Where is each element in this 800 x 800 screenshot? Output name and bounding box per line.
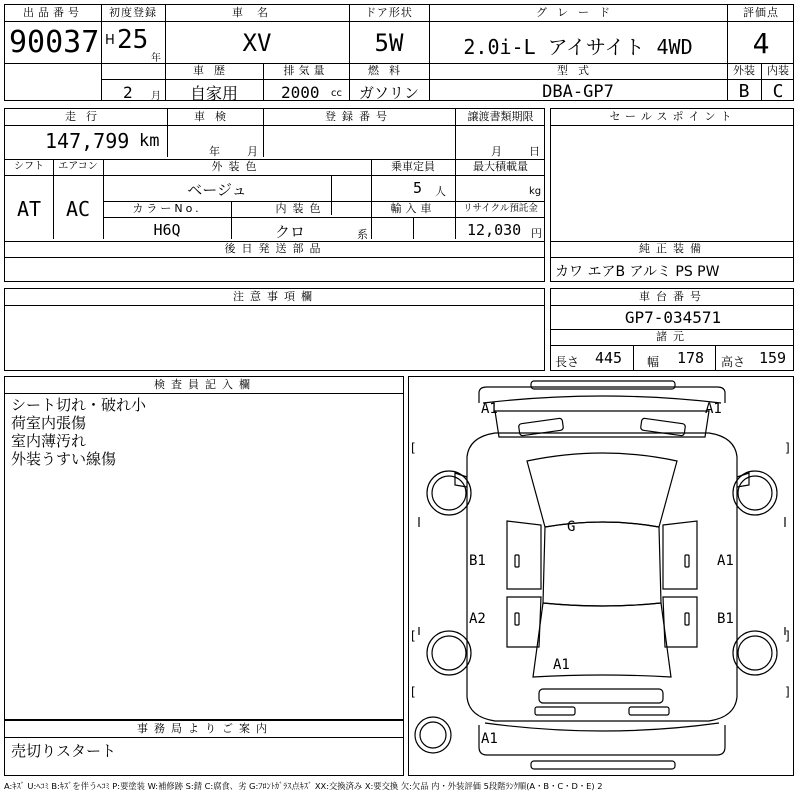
length: 445 — [595, 349, 623, 367]
lot-no-label: 出品番号 — [23, 6, 83, 19]
inspection-month: 月 — [247, 145, 258, 158]
ext-color: ベージュ — [187, 181, 247, 199]
mark-glass: G — [567, 519, 576, 535]
mark-left-rear-door: A2 — [469, 611, 486, 627]
width: 178 — [677, 349, 705, 367]
mark-right-front-door: A1 — [717, 553, 734, 569]
bracket-left-top: [ — [411, 441, 416, 455]
inspector-line: 室内薄汚れ — [11, 432, 87, 450]
sales-point-box — [550, 108, 794, 282]
shift-label: シフト — [14, 161, 44, 172]
caution-label: 注意事項欄 — [233, 290, 318, 303]
era: H — [105, 33, 115, 48]
bracket-right-bot: ] — [785, 685, 790, 699]
chassis-box — [550, 288, 794, 371]
color-no: H6Q — [153, 221, 181, 239]
model-label: 型式 — [557, 64, 599, 77]
chassis-label: 車台番号 — [639, 290, 707, 303]
recycle-unit: 円 — [531, 227, 542, 240]
mileage-unit: km — [139, 131, 160, 151]
later-parts-label: 後日発送部品 — [224, 242, 327, 255]
reg-month: 2 — [123, 83, 133, 102]
bracket-right-mid: ] — [785, 629, 790, 643]
chassis-no: GP7-034571 — [624, 308, 722, 327]
fuel-label: 燃料 — [368, 64, 410, 77]
mark-roof-rear: A1 — [553, 657, 570, 673]
capacity-unit: 人 — [435, 185, 446, 198]
capacity: 5 — [413, 179, 423, 197]
ext-label: 外装 — [733, 64, 755, 77]
history: 自家用 — [189, 84, 238, 103]
displacement: 2000 — [281, 83, 320, 102]
door: 5W — [374, 29, 404, 57]
int-label: 内装 — [767, 64, 789, 77]
reg-month-unit: 月 — [151, 91, 161, 102]
legend: A:ｷｽﾞ U:ﾍｺﾐ B:ｷｽﾞを伴うﾍｺﾐ P:要塗装 W:補修跡 S:錆 C:腐食、劣 G:ﾌﾛﾝﾄｶﾞﾗｽ点ｷｽﾞ XX:交換済み X:要交換 欠:欠品 内・外装評価 5段階ﾗﾝｸ順(A・B・C・D・E) 2 — [4, 781, 603, 791]
model: DBA-GP7 — [542, 82, 614, 102]
int-color-unit: 系 — [357, 228, 368, 241]
mileage: 147,799 — [45, 129, 130, 153]
displacement-label: 排気量 — [283, 64, 329, 77]
color-no-label: カラーNo. — [132, 202, 202, 215]
inspection-year: 年 — [209, 145, 220, 158]
capacity-label: 乗車定員 — [391, 160, 435, 173]
history-label: 車歴 — [193, 64, 235, 77]
inspector-label: 検査員記入欄 — [154, 378, 256, 391]
score: 4 — [752, 27, 770, 60]
reg-year-unit: 年 — [151, 53, 161, 64]
inspector-box — [4, 376, 404, 720]
header-grid — [4, 4, 794, 101]
transfer-day: 日 — [529, 145, 540, 158]
vehicle-detail-grid — [4, 108, 545, 282]
grade: 2.0i-L アイサイト 4WD — [463, 35, 693, 59]
mark-front-right: A1 — [705, 401, 722, 417]
score-label: 評価点 — [743, 6, 779, 19]
shift: AT — [16, 197, 42, 221]
height-label: 高さ — [721, 355, 746, 369]
max-load-label: 最大積載量 — [473, 160, 528, 173]
bracket-left-mid: [ — [411, 629, 416, 643]
lot-no: 90037 — [9, 25, 100, 60]
reg-year: 25 — [117, 25, 149, 55]
fuel: ガソリン — [358, 84, 419, 102]
inspector-line: 外装うすい線傷 — [11, 450, 117, 468]
transfer-label: 譲渡書類期限 — [467, 110, 534, 123]
inspector-line: 荷室内張傷 — [11, 414, 87, 432]
int-grade: C — [772, 81, 784, 102]
first-reg-label: 初度登録 — [109, 6, 157, 19]
mark-right-rear-door: B1 — [717, 611, 734, 627]
ac: AC — [65, 197, 91, 221]
mark-left-front-door: B1 — [469, 553, 486, 569]
office-label: 事務局よりご案内 — [137, 722, 273, 735]
ext-grade: B — [738, 81, 750, 102]
mileage-label: 走行 — [65, 110, 107, 123]
car-name: XV — [242, 29, 272, 57]
office-box — [4, 720, 404, 776]
recycle: 12,030 — [467, 221, 522, 239]
caution-box — [4, 288, 545, 371]
length-label: 長さ — [555, 355, 580, 369]
car-diagram — [408, 376, 794, 776]
bracket-left-bot: [ — [411, 685, 416, 699]
width-label: 幅 — [647, 355, 660, 369]
bracket-right-top: ] — [785, 441, 790, 455]
equipment: カワ エアB アルミ PS PW — [555, 264, 720, 280]
int-color-label: 内装色 — [275, 202, 327, 215]
int-color: クロ — [275, 223, 306, 241]
office: 売切りスタート — [11, 742, 117, 760]
inspector-line: シート切れ・破れ小 — [11, 396, 147, 414]
ext-color-label: 外装色 — [211, 160, 263, 173]
inspection-label: 車検 — [194, 110, 236, 123]
mark-rear-bumper: A1 — [481, 731, 498, 747]
max-load-unit: kg — [529, 186, 542, 197]
ac-label: エアコン — [58, 161, 98, 172]
door-label: ドア形状 — [365, 6, 413, 19]
displacement-unit: cc — [331, 88, 342, 99]
import-label: 輸入車 — [390, 202, 436, 215]
transfer-month: 月 — [491, 145, 502, 158]
sales-point-label: セールスポイント — [609, 110, 737, 123]
equipment-label: 純正装備 — [639, 242, 707, 255]
mark-front-left: A1 — [481, 401, 498, 417]
dims-label: 諸元 — [656, 330, 690, 343]
height: 159 — [759, 349, 787, 367]
car-diagram-svg — [409, 377, 795, 777]
car-name-label: 車名 — [232, 6, 282, 19]
recycle-label: リサイクル預託金 — [463, 203, 538, 214]
reg-no-label: 登録番号 — [325, 110, 393, 123]
grade-label: グレード — [536, 6, 620, 19]
